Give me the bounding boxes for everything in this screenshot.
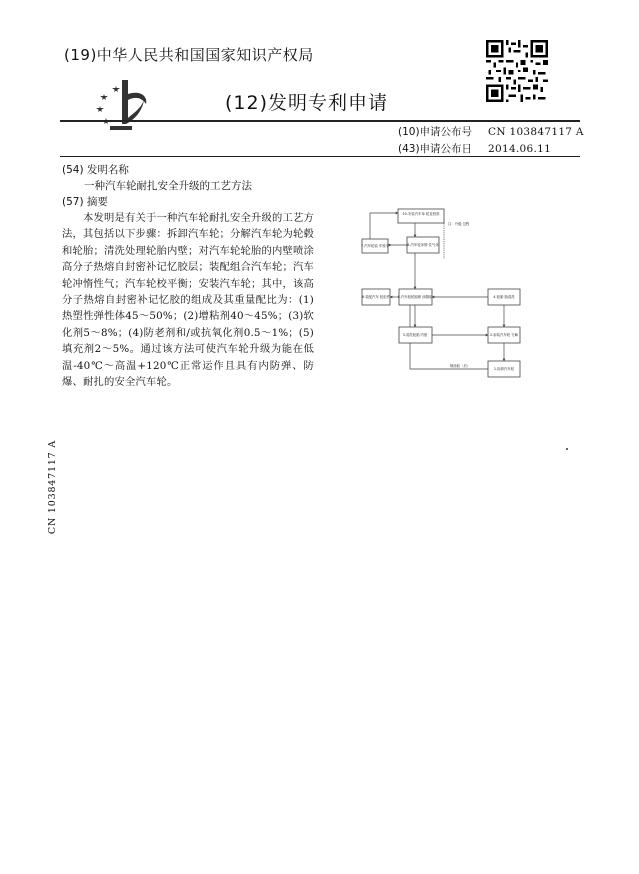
qr-code-icon	[486, 40, 548, 102]
header-rule	[60, 120, 580, 122]
invention-title: 一种汽车轮耐扎安全升级的工艺方法	[84, 180, 252, 192]
flow-box-10-label: 10.安装汽车单 轮及校准	[402, 212, 440, 216]
flow-box-1-label: 1.拆卸汽车轮	[493, 367, 515, 371]
flow-box-10	[398, 209, 444, 223]
stray-mark	[566, 448, 568, 450]
flow-box-7-label: 7.汽车轮装 车校平	[360, 244, 390, 248]
publication-number-value: CN 103847117 A	[488, 126, 584, 138]
flow-box-6-label: 6.装配汽车 轮组件	[361, 295, 391, 299]
publication-number-label: (10)申请公布号	[398, 126, 473, 138]
flow-box-1	[488, 361, 520, 377]
document-type-title: (12)发明专利申请	[225, 92, 389, 114]
publication-date-label: (43)申请公布日	[398, 143, 473, 155]
flow-box-2	[488, 327, 520, 343]
flow-box-5	[398, 289, 433, 305]
abstract-flowchart	[358, 205, 538, 381]
invention-title-label: (54) 发明名称	[62, 164, 129, 176]
flow-box-4	[488, 289, 520, 305]
publication-date-row	[398, 141, 551, 156]
publication-number-row	[398, 124, 584, 139]
sidebar-publication-number: CN 103847117 A	[47, 440, 58, 535]
cnipa-logo-icon	[92, 74, 154, 136]
flow-box-8-label: 8.汽车轮冲惰 性气体	[407, 243, 439, 247]
flow-box-7	[361, 239, 390, 253]
flow-box-3-label: 3.清洗轮胎 内壁	[402, 333, 428, 337]
flow-box-2-label: 2.拆装汽车轮 分解	[489, 333, 519, 337]
flow-box-5-label: 5.汽车轮轮胎喷 涂隔胶	[397, 295, 433, 299]
flow-bottom-label: 喷涂胶（后）	[450, 364, 471, 368]
flow-box-4-label: 4.轮胎 胎清洗	[493, 295, 515, 299]
flow-side-note: 注：升级 过程	[448, 222, 470, 226]
abstract-text: 本发明是有关于一种汽车轮耐扎安全升级的工艺方法，其包括以下步骤：拆卸汽车轮；分解汽车轮为轮毂和轮胎；清洗处理轮胎内壁；对汽车轮轮胎的内壁喷涂高分子热熔自封密补记忆胶层；装配组合汽车轮；汽车轮冲惰性气；汽车轮校平衡；安装汽车轮；其中，该高分子热熔自封密补记忆胶的组成及其重量配比为：(1)热塑性弹性体45～50%；(2)增粘剂40～45%；(3)软化剂5～8%；(4)防老剂和/或抗氧化剂0.5～1%；(5)填充剂2～5%。通过该方法可使汽车轮升级为能在低温-40℃～高温+120℃正常运作且具有内防弹、防爆、耐扎的安全汽车轮。	[62, 212, 314, 389]
info-rule	[60, 156, 580, 157]
flow-box-6	[362, 289, 391, 305]
publication-date-value: 2014.06.11	[488, 143, 552, 155]
flow-box-8	[407, 237, 439, 253]
flow-box-3	[399, 327, 432, 343]
patent-office-name: (19)中华人民共和国国家知识产权局	[64, 46, 314, 64]
abstract-label: (57) 摘要	[62, 196, 108, 208]
